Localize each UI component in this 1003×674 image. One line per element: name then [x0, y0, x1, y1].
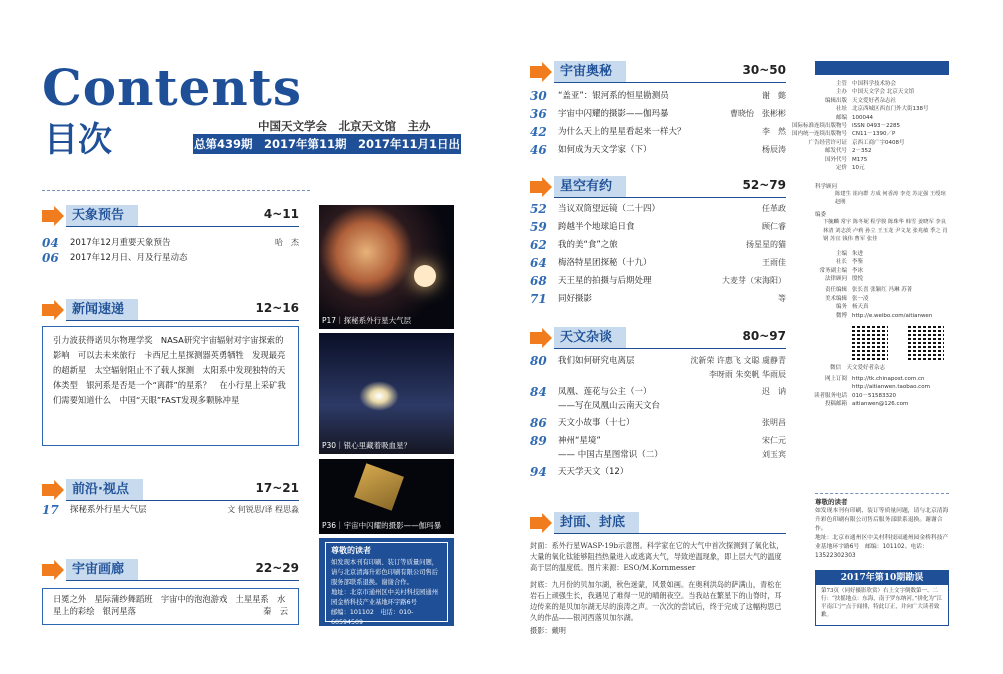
toc-entry[interactable]: 64 梅洛特星团探秘（十九） 王雨佳: [530, 256, 786, 270]
section-head-huaLang: 宇宙画廊 22~29: [42, 559, 299, 581]
title-en: Contents: [42, 58, 303, 117]
arrow-icon: [530, 177, 552, 197]
toc-entry-cont: ——写在凤凰山云南天文台: [558, 401, 661, 411]
toc-list-zatan: [530, 354, 786, 479]
photo-grb: P36｜宇宙中闪耀的摄影——伽玛暴: [319, 459, 454, 534]
organizers: 中国天文学会 北京天文馆 主办: [258, 119, 431, 133]
errata-box: 2017年第10期勘误 第73页（同好摄影欣赏）右上文字倒数第一、二行：“扶摇地点：东海，南于罗东纳河。”拼化为“江平南江宁”点于闻排，特此订正，并向广大读者致歉。: [815, 570, 949, 626]
sidebar-info: 主管 中国科学技术协会 主办 中国天文学会 北京天文馆 编辑出版 天文爱好者杂志社 社址 北京西城区西直门外大街138号 邮编 100044 国际标准连续出版物号 ISSN 0493－2285 国内统一连续出版物号 CN11－1390／P 广告经营许可证 京西工商广字0408号 邮发代号 2－352 国外代号 M175 定价 10元 科学顾问 陈建生 崔向群 方成 何香涛 李竞 苏定强 王绶琯 赵刚 编委 卞毓麟 常宇 陈冬妮 程学骏 陈珠华 韩雪 姜晓军 李良 林清 刘志茨 卢莉 孙立 王玉龙 尹文龙 张兆敏 季之 肖钢 苏宜 钱伟 曹军 张佳 主编 朱进 社长 李鉴 常务副主编 李冰 法律顾问 殷悦 责任编辑 张长喜 张颖红 冯琳 苏菁 美术编辑 张一凌 编务 杨天真 微博 http://e.weibo.com/aitianwen 微信 天文爱好者杂志 网上订阅 http://tk.chinapost.com.cn http://aitianwen.taobao.com 读者服务电话 010－51583320 投稿邮箱 aitianwen@126.com: [791, 81, 948, 408]
toc-entry[interactable]: 17 探秘系外行星大气层 文 何锐思/译 程思淼: [42, 503, 299, 517]
photo-galaxy: P30｜银心里藏着吸血星？: [319, 333, 454, 454]
section-head-tianxiang: 天象预告 4~11: [42, 205, 299, 227]
toc-entry[interactable]: 42 为什么天上的星星看起来一样大？ 李 然: [530, 125, 786, 139]
arrow-icon: [42, 560, 64, 580]
arrow-icon: [530, 62, 552, 82]
issue-bar: 总第439期 2017年第11期 2017年11月1日出版: [193, 134, 461, 154]
section-head-cover: 封面、封底: [530, 512, 786, 534]
toc-entry[interactable]: 71 同好摄影 等: [530, 292, 786, 306]
section-head-aomi: 宇宙奥秘 30~50: [530, 61, 786, 83]
sidebar-bar: [815, 61, 949, 75]
arrow-icon: [530, 328, 552, 348]
section-head-zatan: 天文杂谈 80~97: [530, 327, 786, 349]
section-head-qianyan: 前沿·视点 17~21: [42, 479, 299, 501]
toc-entry[interactable]: 46 如何成为天文学家（下） 杨辰涛: [530, 143, 786, 157]
toc-entry[interactable]: 30 “盖亚”：银河系的恒星勘测员 谢 懿: [530, 89, 786, 103]
toc-entry[interactable]: 36 宇宙中闪耀的摄影——伽玛暴 曹晓怡 张彬彬: [530, 107, 786, 121]
gallery-box[interactable]: 日冕之外 星际蒲纱舞蹈班 宇宙中的泡泡游戏 土星星系 水星上的彩绘 银河星落 秦 云: [42, 588, 299, 625]
toc-entry[interactable]: 04 2017年12月重要天象预告 哈 杰: [42, 236, 299, 250]
news-box[interactable]: 引力波获得诺贝尔物理学奖 NASA研究宇宙辐射对宇宙探索的影响 可以去未来旅行 卡西尼土星探测器英勇牺牲 发现最亮的超新星 太空辐射阻止不了载人探测 太阳系中发现独特的天体类型 银河系是否是一个“离群”的星系？ 在小行星上采矿我们需要知道什么 中国“天眼”FAST发现多颗脉冲星: [42, 326, 299, 446]
reader-note: 尊敬的读者 如发现本刊有印刷、装订等质量问题，请与北京清海升彩色印刷有限公司售后服务部联系退换。谢谢合作。 地址：北京市通州区中关村科技园通州园金桥科技产业基地环宇路6号 邮编：101102。电话：13522302303: [815, 498, 949, 559]
section-head-xinwen: 新闻速递 12~16: [42, 299, 299, 321]
toc-entry[interactable]: 89 神州“星境” 宋仁元: [530, 434, 786, 448]
toc-list-xingkong: [530, 202, 786, 310]
qr-code-icon[interactable]: [908, 324, 944, 360]
toc-entry[interactable]: 86 天文小故事（十七） 张明昌: [530, 416, 786, 430]
qr-code-icon[interactable]: [852, 324, 888, 360]
arrow-icon: [530, 513, 552, 533]
section-head-xingkong: 星空有约 52~79: [530, 176, 786, 198]
toc-entry[interactable]: 52 当议双筒望远镜（二十四） 任革政: [530, 202, 786, 216]
photo-exoplanet: P17｜探秘系外行星大气层: [319, 205, 454, 329]
toc-entry[interactable]: 84 凤凰、莲花与公主（一） 迟 讷: [530, 385, 786, 399]
toc-entry[interactable]: 94 天天学天文（12）: [530, 465, 629, 479]
toc-entry[interactable]: 62 我的美“食”之旅 扬星星的猫: [530, 238, 786, 252]
arrow-icon: [42, 206, 64, 226]
toc-entry[interactable]: 06 2017年12月日、月及行星动态: [42, 251, 188, 265]
subscribe-box: 尊敬的读者 如发现本刊有印刷、装订等质量问题，请与北京清海升彩色印刷有限公司售后服务部联系退换。谢谢合作。 地址：北京市通州区中关村科技园通州园金桥科技产业基地环宇路6号 邮编：101102 电话：010-60594509: [319, 538, 454, 626]
toc-entry[interactable]: 80 我们如何研究电离层 沈新荣 许惠飞 文聪 虞静青: [530, 354, 786, 368]
toc-list-aomi: [530, 89, 786, 161]
toc-entry[interactable]: 68 天王星的拍摄与后期处理 大麦芽（宋海阳）: [530, 274, 786, 288]
toc-entry[interactable]: 59 跨越半个地球追日食 顾仁睿: [530, 220, 786, 234]
cover-text: 封面：系外行星WASP-19b示意图。科学家在它的大气中首次探测到了氧化钛，大量的氧化钛能够阻挡热量进入或逃离大气，导致逆温现象，即上层大气的温度高于层的温度低。图片来源：ESO/M.Kornmesser 封底：九月份的贝加尔湖，秋色迷蒙，风景如画。在奥利洪岛的萨满山，青松在岩石上顽强生长，我遇见了难得一见的晴朗夜空。当我站在繁星下的山脊时，耳边传来的是贝加尔湖无尽的浪涛之声。一次次的尝试后，终于完成了这幅构思已久的作品——银河西落贝加尔湖。 摄影：戴明: [530, 541, 784, 635]
arrow-icon: [42, 300, 64, 320]
arrow-icon: [42, 480, 64, 500]
toc-entry-cont: 李呀雨 朱奕帆 华雨辰: [708, 370, 786, 379]
title-cn: 目次: [44, 120, 112, 160]
toc-entry-cont: —— 中国古星图常识（二） 刘玉宾: [558, 450, 786, 460]
